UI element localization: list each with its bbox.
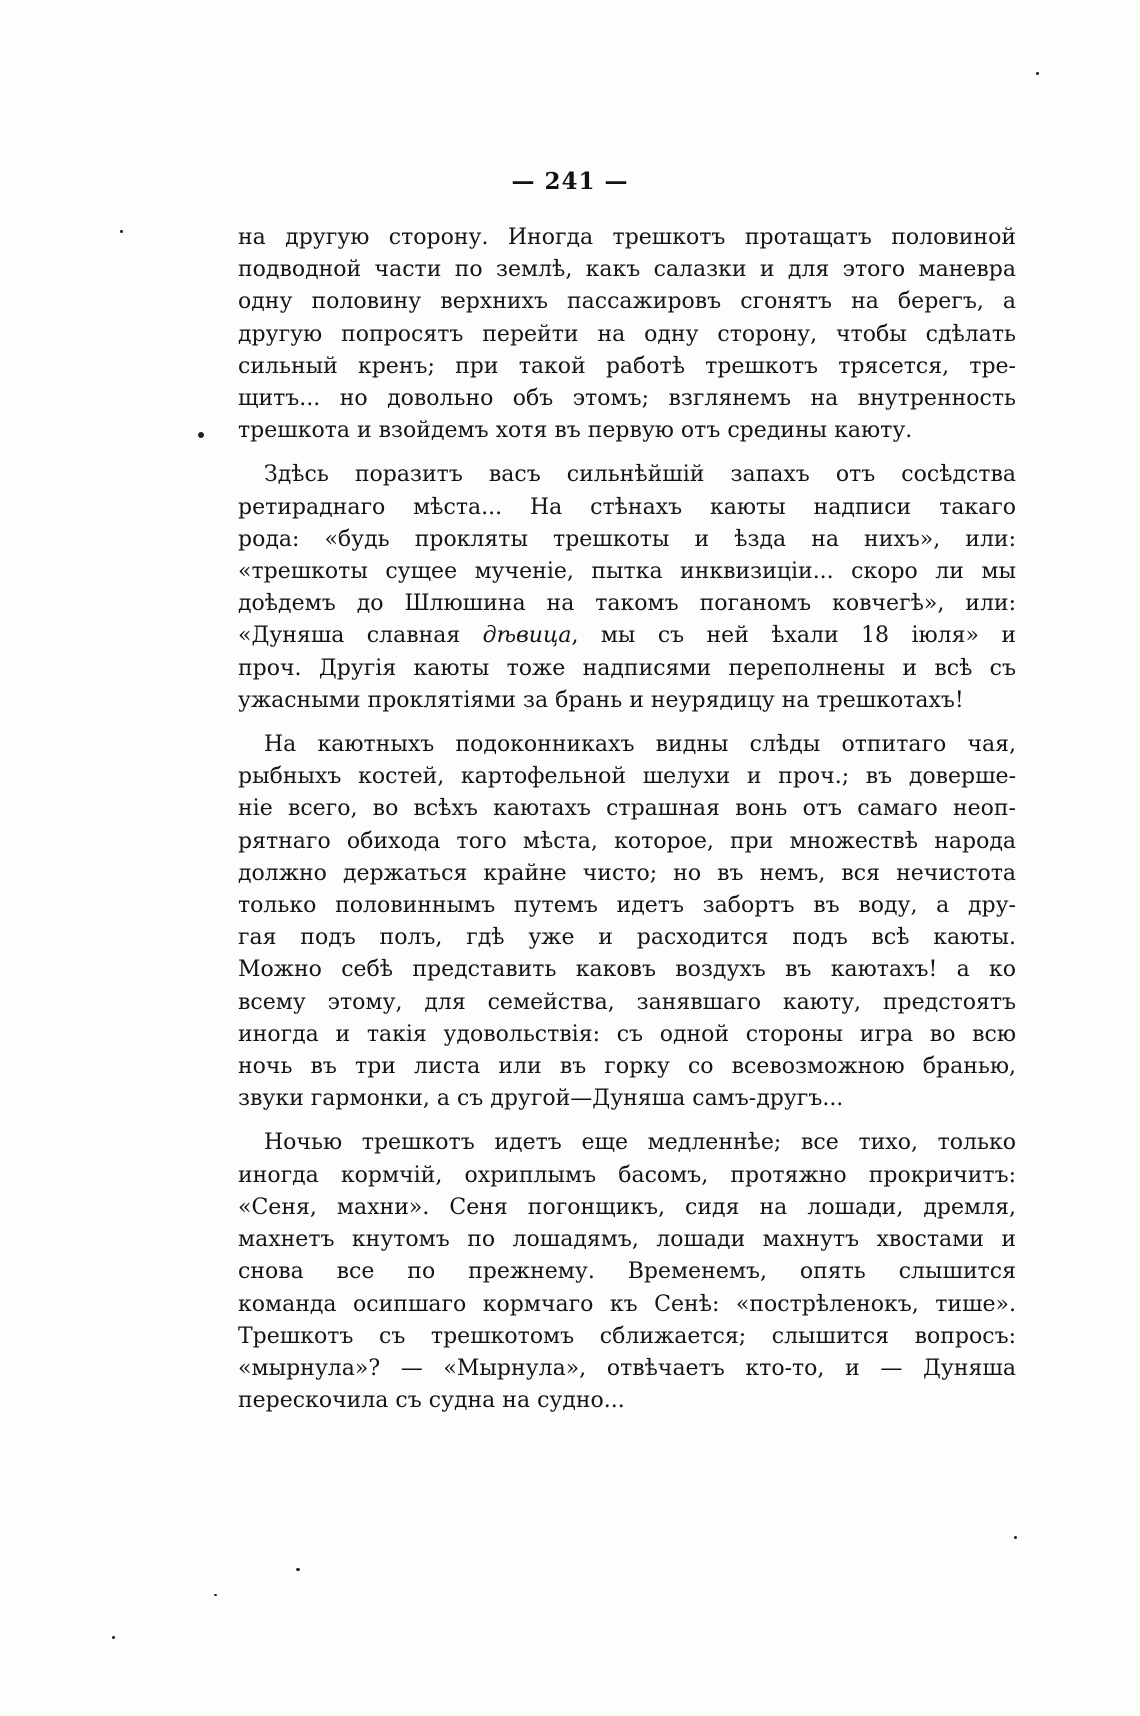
text-line: снова все по прежнему. Временемъ, опять слышится [238,1259,1016,1285]
scan-speck [296,1568,300,1571]
text-segment: «Дуняша славная [238,623,483,649]
text-line: команда осипшаго кормчаго къ Сенѣ: «пострѣленокъ, тише». [238,1291,1016,1317]
text-line: одну половину верхнихъ пассажировъ сгонятъ на берегъ, а [238,289,1016,315]
text-line: ніе всего, во всѣхъ каютахъ страшная вонь отъ самаго неоп- [238,796,1016,822]
paragraph-3 [238,729,1016,1115]
text-line: «мырнула»? — «Мырнула», отвѣчаетъ кто-то, и — Дуняша [238,1355,1016,1381]
text-line: только половиннымъ путемъ идетъ забортъ въ воду, а дру- [238,893,1016,919]
text-line: «трешкоты сущее мученіе, пытка инквизиціи... скоро ли мы [238,559,1016,585]
text-line: должно держаться крайне чисто; но въ немъ, вся нечистота [238,860,1016,886]
text-line: На каютныхъ подоконникахъ видны слѣды отпитаго чая, [264,732,1016,758]
scan-speck [1036,72,1039,75]
text-line: рыбныхъ костей, картофельной шелухи и проч.; въ доверше- [238,764,1016,790]
text-line: ужасными проклятіями за брань и неурядицу на трешкотахъ! [238,687,964,713]
text-line: другую попросятъ перейти на одну сторону, чтобы сдѣлать [238,321,1016,347]
scan-speck [1014,1536,1017,1539]
text-line: трешкота и взойдемъ хотя въ первую отъ средины каюту. [238,418,913,444]
text-line: на другую сторону. Иногда трешкотъ протащатъ половиной [238,225,1016,250]
paragraph-1 [238,222,1016,447]
text-line: доѣдемъ до Шлюшина на такомъ поганомъ ковчегѣ», или: [238,591,1016,617]
text-line-with-italic [238,620,1016,652]
text-line: иногда и такія удовольствія: съ одной стороны игра во всю [238,1021,1016,1047]
text-line: проч. Другія каюты тоже надписями переполнены и всѣ съ [238,655,1016,681]
text-line: махнетъ кнутомъ по лошадямъ, лошади махнутъ хвостами и [238,1227,1016,1253]
text-line: подводной части по землѣ, какъ салазки и для этого маневра [238,257,1016,283]
text-line: рятнаго обихода того мѣста, которое, при множествѣ народа [238,828,1016,854]
text-line: Трешкотъ съ трешкотомъ сближается; слышится вопросъ: [238,1323,1016,1349]
page-number: — 241 — [511,168,629,195]
text-line: перескочила съ судна на судно... [238,1388,625,1414]
body-text [238,222,1016,1429]
scan-speck [214,1594,217,1596]
text-line: ретираднаго мѣста... На стѣнахъ каюты надписи такаго [238,494,1016,520]
text-line: «Сеня, махни». Сеня погонщикъ, сидя на лошади, дремля, [238,1194,1016,1220]
text-line: Здѣсь поразитъ васъ сильнѣйшій запахъ отъ сосѣдства [264,462,1016,488]
text-line: щитъ... но довольно объ этомъ; взглянемъ на внутренность [238,386,1016,412]
text-line: Ночью трешкотъ идетъ еще медленнѣе; все тихо, только [264,1130,1016,1156]
paragraph-2 [238,459,1016,717]
text-segment: , мы съ ней ѣхали 18 іюля» и [571,623,1016,649]
text-line: звуки гармонки, а съ другой—Дуняша самъ-другъ... [238,1086,844,1112]
text-line: рода: «будь прокляты трешкоты и ѣзда на нихъ», или: [238,526,1016,552]
scan-speck [112,1636,115,1639]
text-line: всему этому, для семейства, занявшаго каюту, предстоятъ [238,989,1016,1015]
scan-speck [120,230,123,233]
text-line: Можно себѣ представить каковъ воздухъ въ каютахъ! а ко [238,957,1016,983]
text-line: сильный кренъ; при такой работѣ трешкотъ трясется, тре- [238,353,1016,379]
text-line: ночь въ три листа или въ горку со всевозможною бранью, [238,1054,1016,1080]
scan-speck [198,432,204,438]
paragraph-4 [238,1127,1016,1417]
text-line: иногда кормчій, охриплымъ басомъ, протяжно прокричитъ: [238,1162,1016,1188]
italic-word: дѣвица [482,623,572,649]
text-line: гая подъ полъ, гдѣ уже и расходится подъ всѣ каюты. [238,925,1016,951]
